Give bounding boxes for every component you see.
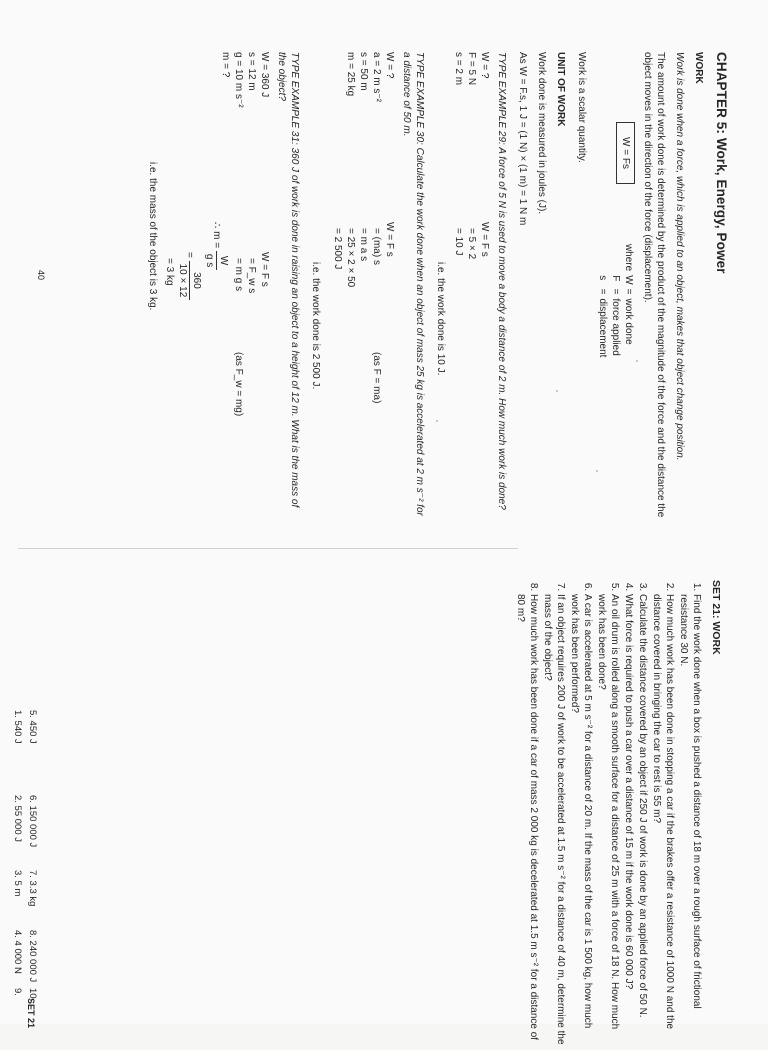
scan-speckle	[507, 300, 508, 301]
where-sym: F	[610, 275, 621, 282]
example-31-conclusion: i.e. the mass of the object is 3 kg.	[147, 162, 158, 311]
example-29-title: TYPE EXAMPLE 29: A force of 5 N is used to move a body a distance of 2 m. How much work is done?	[496, 52, 507, 510]
therefore-label: ∴ m =	[210, 222, 222, 249]
fraction: W g s	[203, 251, 230, 270]
given-values: W = 360 J s = 12 m g = 10 m s⁻² m = ?	[220, 52, 270, 108]
answer-item: 8. 240 000 J	[27, 930, 38, 983]
answer-item: 4. 4 000 N	[12, 930, 23, 974]
answer-item: 3. 5 m	[12, 870, 23, 897]
question-item: 2. How much work has been done in stopping a car if the brakes offer a resistance of 1000 N and the distance covered in bringing the car to rest is 55 m?	[650, 594, 676, 1050]
answer-item: 2. 55 000 J	[12, 795, 23, 843]
where-desc: displacement	[597, 298, 608, 358]
formula-box: W = Fs	[616, 122, 635, 184]
solution-steps: W = F s = 5 × 2 = 10 J	[453, 222, 490, 260]
example-30-working	[322, 52, 396, 520]
answer-item: 7. 3.3 kg	[27, 870, 38, 907]
answer-item: 10.	[27, 988, 38, 1002]
question-item: 6. A car is accelerated at 5 m s⁻² for a distance of 20 m. If the mass of the car is 1 500 kg, how much work has been performed?	[568, 594, 594, 1050]
solution-steps: W = F s = F_w s = m g s ∴ m = W g s = 360 10 × 12 = 3 kg	[163, 222, 271, 482]
scan-speckle	[556, 390, 558, 392]
answers-title: SET 21	[26, 998, 36, 1029]
product-paragraph: The amount of work done is determined by the product of the magnitude of the force and the distance the object moves in the direction of the force (displacement).	[642, 52, 666, 518]
scan-speckle	[636, 360, 638, 362]
where-eq: =	[597, 288, 608, 295]
where-label: where	[623, 243, 634, 272]
question-item: 4. What force is required to push a car over a distance of 15 m if the work done is 60 000 J?	[622, 594, 635, 1050]
formula-row	[596, 52, 635, 520]
unit-equation: As W = F.s, 1 J = (1 N) × (1 m) = 1 N m	[517, 52, 528, 226]
answer-item: 9.	[12, 988, 23, 996]
step-note: (as F = ma)	[371, 352, 382, 404]
scalar-note: Work is a scalar quantity.	[576, 52, 587, 163]
definition-paragraph: Work is done when a force, which is applied to an object, makes that object change position.	[674, 52, 685, 461]
where-sym: s	[597, 275, 608, 281]
example-30-title: TYPE EXAMPLE 30: Calculate the work done when an object of mass 25 kg is accelerated at 2 m s⁻² for a distance of 50 m.	[401, 52, 425, 516]
example-29-working	[447, 52, 491, 520]
scan-speckle	[436, 420, 438, 422]
where-desc: work done	[623, 298, 634, 345]
where-eq: =	[623, 288, 634, 295]
question-item: 8. How much work has been done if a car of mass 2 000 kg is decelerated at 1.5 m s⁻² for a distance of 80 m?	[514, 594, 540, 1050]
question-item: 3. Calculate the distance covered by an object if 250 J of work is done by an applied force of 50 N.	[636, 594, 649, 1050]
exercise-column	[513, 580, 722, 1050]
fraction: 360 10 × 12	[176, 261, 203, 301]
step-note: (as F_w = mg)	[233, 352, 244, 417]
given-values: W = ? F = 5 N s = 2 m	[453, 52, 490, 86]
question-item: 5. An oil drum is rolled along a smooth surface for a distance of 25 m with a force of 18 N. How much work has been done?	[595, 594, 621, 1050]
example-29-conclusion: i.e. the work done is 10 J.	[435, 262, 446, 376]
column-divider	[18, 548, 518, 549]
unit-paragraph: Work done is measured in joules (J).	[536, 52, 547, 215]
unit-heading: UNIT OF WORK	[555, 52, 566, 127]
where-legend	[596, 244, 635, 357]
given-values: W = ? a = 2 m s⁻² s = 50 m m = 25 kg	[345, 52, 395, 103]
question-item: 1. Find the work done when a box is pushed a distance of 18 m over a rough surface of frictional resistance 30 N.	[677, 594, 703, 1050]
theory-column	[140, 52, 728, 520]
chapter-title: CHAPTER 5: Work, Energy, Power	[714, 52, 729, 274]
answer-item: 6. 150 000 J	[27, 795, 38, 848]
solution-steps: W = F s = (ma) s = m a s = 25 × 2 × 50 = 2 500 J	[332, 222, 395, 288]
where-sym: W	[623, 275, 634, 285]
example-31-title: TYPE EXAMPLE 31: 360 J of work is done in raising an object to a height of 12 m. What is the mass of the object?	[276, 52, 300, 508]
answer-item: 5. 450 J	[27, 710, 38, 744]
page-number: 40	[36, 270, 46, 281]
where-eq: =	[610, 288, 621, 295]
question-item: 7. If an object requires 200 J of work to be accelerated at 1.5 m s⁻² for a distance of 40 m, determine the mass of the object?	[541, 594, 567, 1050]
where-desc: force applied	[610, 298, 621, 356]
set-title: SET 21: WORK	[710, 580, 722, 655]
scan-speckle	[596, 470, 598, 472]
answer-item: 1. 540 J	[12, 710, 23, 744]
question-list	[514, 580, 703, 1050]
example-31-working	[159, 52, 271, 520]
example-30-conclusion: i.e. the work done is 2 500 J.	[310, 262, 321, 390]
work-heading: WORK	[693, 52, 704, 84]
